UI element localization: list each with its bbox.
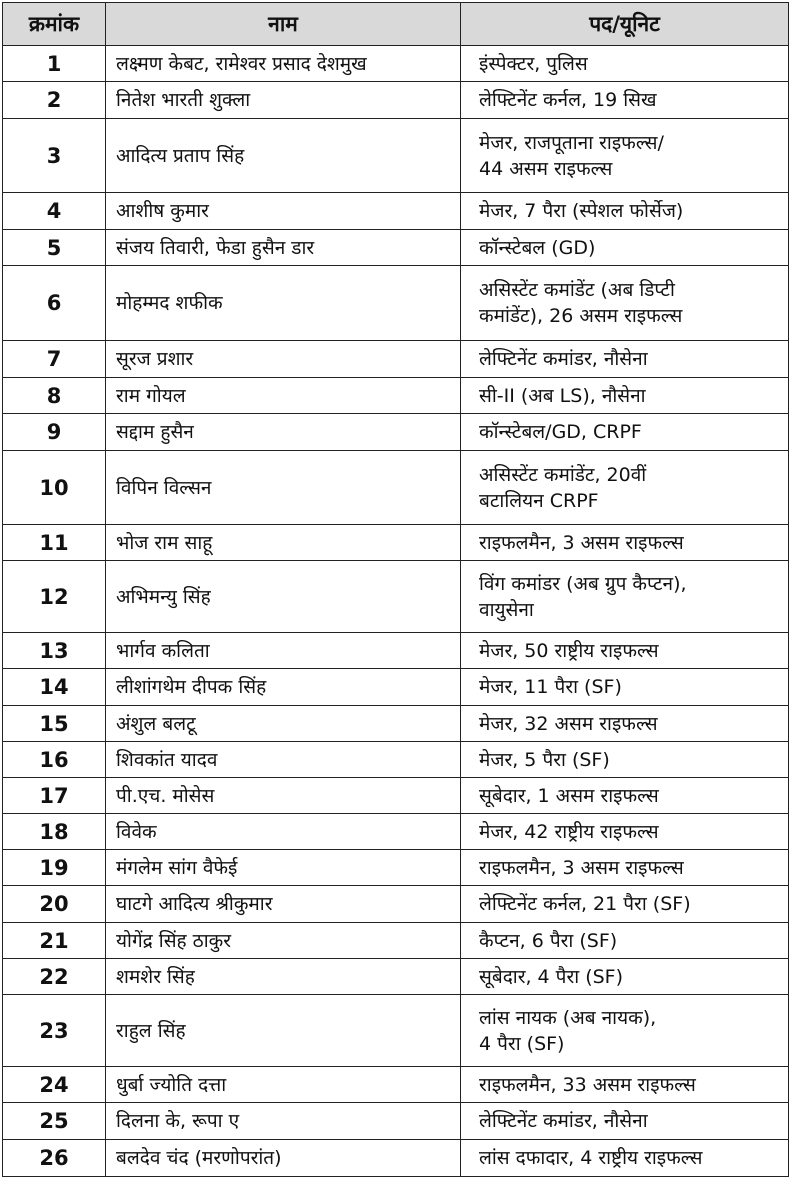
unit-cell: असिस्टेंट कमांडेंट (अब डिप्टी कमांडेंट), 26 असम राइफल्स xyxy=(461,266,789,341)
name-cell: आदित्य प्रताप सिंह xyxy=(106,119,461,193)
unit-cell: कॉन्स्टेबल/GD, CRPF xyxy=(461,414,789,451)
serial-cell: 10 xyxy=(3,451,106,525)
name-cell: भार्गव कलिता xyxy=(106,633,461,669)
header-row xyxy=(3,3,789,46)
name-cell: बलदेव चंद (मरणोपरांत) xyxy=(106,1140,461,1177)
name-cell: मोहम्मद शफीक xyxy=(106,266,461,341)
serial-cell: 26 xyxy=(3,1140,106,1177)
table-row xyxy=(3,995,789,1067)
header-unit: पद/यूनिट xyxy=(461,3,789,46)
unit-cell: मेजर, 7 पैरा (स्पेशल फोर्सेज) xyxy=(461,193,789,230)
unit-cell: लांस दफादार, 4 राष्ट्रीय राइफल्स xyxy=(461,1140,789,1177)
unit-cell: सूबेदार, 1 असम राइफल्स xyxy=(461,778,789,814)
unit-cell: राइफलमैन, 33 असम राइफल्स xyxy=(461,1067,789,1103)
name-cell: सद्दाम हुसैन xyxy=(106,414,461,451)
name-cell: शिवकांत यादव xyxy=(106,742,461,778)
unit-cell: इंस्पेक्टर, पुलिस xyxy=(461,46,789,82)
name-cell: दिलना के, रूपा ए xyxy=(106,1103,461,1140)
unit-cell: मेजर, 42 राष्ट्रीय राइफल्स xyxy=(461,814,789,850)
header-serial: क्रमांक xyxy=(3,3,106,46)
unit-cell: सी-II (अब LS), नौसेना xyxy=(461,378,789,414)
unit-cell: मेजर, 11 पैरा (SF) xyxy=(461,669,789,706)
table-row xyxy=(3,742,789,778)
table-row xyxy=(3,451,789,525)
serial-cell: 3 xyxy=(3,119,106,193)
serial-cell: 16 xyxy=(3,742,106,778)
serial-cell: 7 xyxy=(3,341,106,378)
name-cell: अंशुल बलटू xyxy=(106,706,461,742)
table-row xyxy=(3,814,789,850)
serial-cell: 5 xyxy=(3,230,106,266)
table-row xyxy=(3,1067,789,1103)
table-row xyxy=(3,193,789,230)
unit-cell: कैप्टन, 6 पैरा (SF) xyxy=(461,923,789,959)
table-row xyxy=(3,378,789,414)
table-row xyxy=(3,46,789,82)
serial-cell: 9 xyxy=(3,414,106,451)
table-row xyxy=(3,1103,789,1140)
serial-cell: 11 xyxy=(3,525,106,561)
table-row xyxy=(3,778,789,814)
name-cell: नितेश भारती शुक्ला xyxy=(106,82,461,119)
name-cell: अभिमन्यु सिंह xyxy=(106,561,461,633)
name-cell: शमशेर सिंह xyxy=(106,959,461,995)
unit-cell: लेफ्टिनेंट कमांडर, नौसेना xyxy=(461,1103,789,1140)
serial-cell: 13 xyxy=(3,633,106,669)
unit-cell: लेफ्टिनेंट कर्नल, 19 सिख xyxy=(461,82,789,119)
table-row xyxy=(3,414,789,451)
table-header xyxy=(3,3,789,46)
name-cell: लक्ष्मण केबट, रामेश्वर प्रसाद देशमुख xyxy=(106,46,461,82)
table-row xyxy=(3,633,789,669)
table-row xyxy=(3,886,789,923)
serial-cell: 1 xyxy=(3,46,106,82)
table-row xyxy=(3,923,789,959)
table-row xyxy=(3,119,789,193)
unit-cell: मेजर, 50 राष्ट्रीय राइफल्स xyxy=(461,633,789,669)
unit-cell: मेजर, 5 पैरा (SF) xyxy=(461,742,789,778)
serial-cell: 18 xyxy=(3,814,106,850)
unit-cell: विंग कमांडर (अब ग्रुप कैप्टन), वायुसेना xyxy=(461,561,789,633)
serial-cell: 15 xyxy=(3,706,106,742)
unit-cell: मेजर, 32 असम राइफल्स xyxy=(461,706,789,742)
serial-cell: 14 xyxy=(3,669,106,706)
serial-cell: 24 xyxy=(3,1067,106,1103)
serial-cell: 22 xyxy=(3,959,106,995)
name-cell: विवेक xyxy=(106,814,461,850)
serial-cell: 20 xyxy=(3,886,106,923)
name-cell: विपिन विल्सन xyxy=(106,451,461,525)
unit-cell: लेफ्टिनेंट कर्नल, 21 पैरा (SF) xyxy=(461,886,789,923)
name-cell: राम गोयल xyxy=(106,378,461,414)
unit-cell: राइफलमैन, 3 असम राइफल्स xyxy=(461,850,789,886)
serial-cell: 12 xyxy=(3,561,106,633)
unit-cell: सूबेदार, 4 पैरा (SF) xyxy=(461,959,789,995)
name-cell: योगेंद्र सिंह ठाकुर xyxy=(106,923,461,959)
table-row xyxy=(3,266,789,341)
name-cell: लीशांगथेम दीपक सिंह xyxy=(106,669,461,706)
serial-cell: 23 xyxy=(3,995,106,1067)
table-row xyxy=(3,1140,789,1177)
unit-cell: कॉन्स्टेबल (GD) xyxy=(461,230,789,266)
serial-cell: 21 xyxy=(3,923,106,959)
name-cell: पी.एच. मोसेस xyxy=(106,778,461,814)
name-cell: सूरज प्रशार xyxy=(106,341,461,378)
table-body xyxy=(3,46,789,1177)
table-row xyxy=(3,341,789,378)
name-cell: घाटगे आदित्य श्रीकुमार xyxy=(106,886,461,923)
serial-cell: 8 xyxy=(3,378,106,414)
awards-table xyxy=(2,2,789,1177)
table-row xyxy=(3,669,789,706)
table-row xyxy=(3,561,789,633)
unit-cell: लेफ्टिनेंट कमांडर, नौसेना xyxy=(461,341,789,378)
table-row xyxy=(3,82,789,119)
serial-cell: 17 xyxy=(3,778,106,814)
unit-cell: लांस नायक (अब नायक), 4 पैरा (SF) xyxy=(461,995,789,1067)
unit-cell: असिस्टेंट कमांडेंट, 20वीं बटालियन CRPF xyxy=(461,451,789,525)
name-cell: मंगलेम सांग वैफेई xyxy=(106,850,461,886)
unit-cell: मेजर, राजपूताना राइफल्स/ 44 असम राइफल्स xyxy=(461,119,789,193)
serial-cell: 6 xyxy=(3,266,106,341)
unit-cell: राइफलमैन, 3 असम राइफल्स xyxy=(461,525,789,561)
table-row xyxy=(3,959,789,995)
serial-cell: 4 xyxy=(3,193,106,230)
table-row xyxy=(3,850,789,886)
table-row xyxy=(3,525,789,561)
table-row xyxy=(3,230,789,266)
serial-cell: 19 xyxy=(3,850,106,886)
serial-cell: 25 xyxy=(3,1103,106,1140)
name-cell: संजय तिवारी, फेडा हुसैन डार xyxy=(106,230,461,266)
header-name: नाम xyxy=(106,3,461,46)
name-cell: आशीष कुमार xyxy=(106,193,461,230)
table-row xyxy=(3,706,789,742)
name-cell: राहुल सिंह xyxy=(106,995,461,1067)
serial-cell: 2 xyxy=(3,82,106,119)
name-cell: धुर्बा ज्योति दत्ता xyxy=(106,1067,461,1103)
name-cell: भोज राम साहू xyxy=(106,525,461,561)
